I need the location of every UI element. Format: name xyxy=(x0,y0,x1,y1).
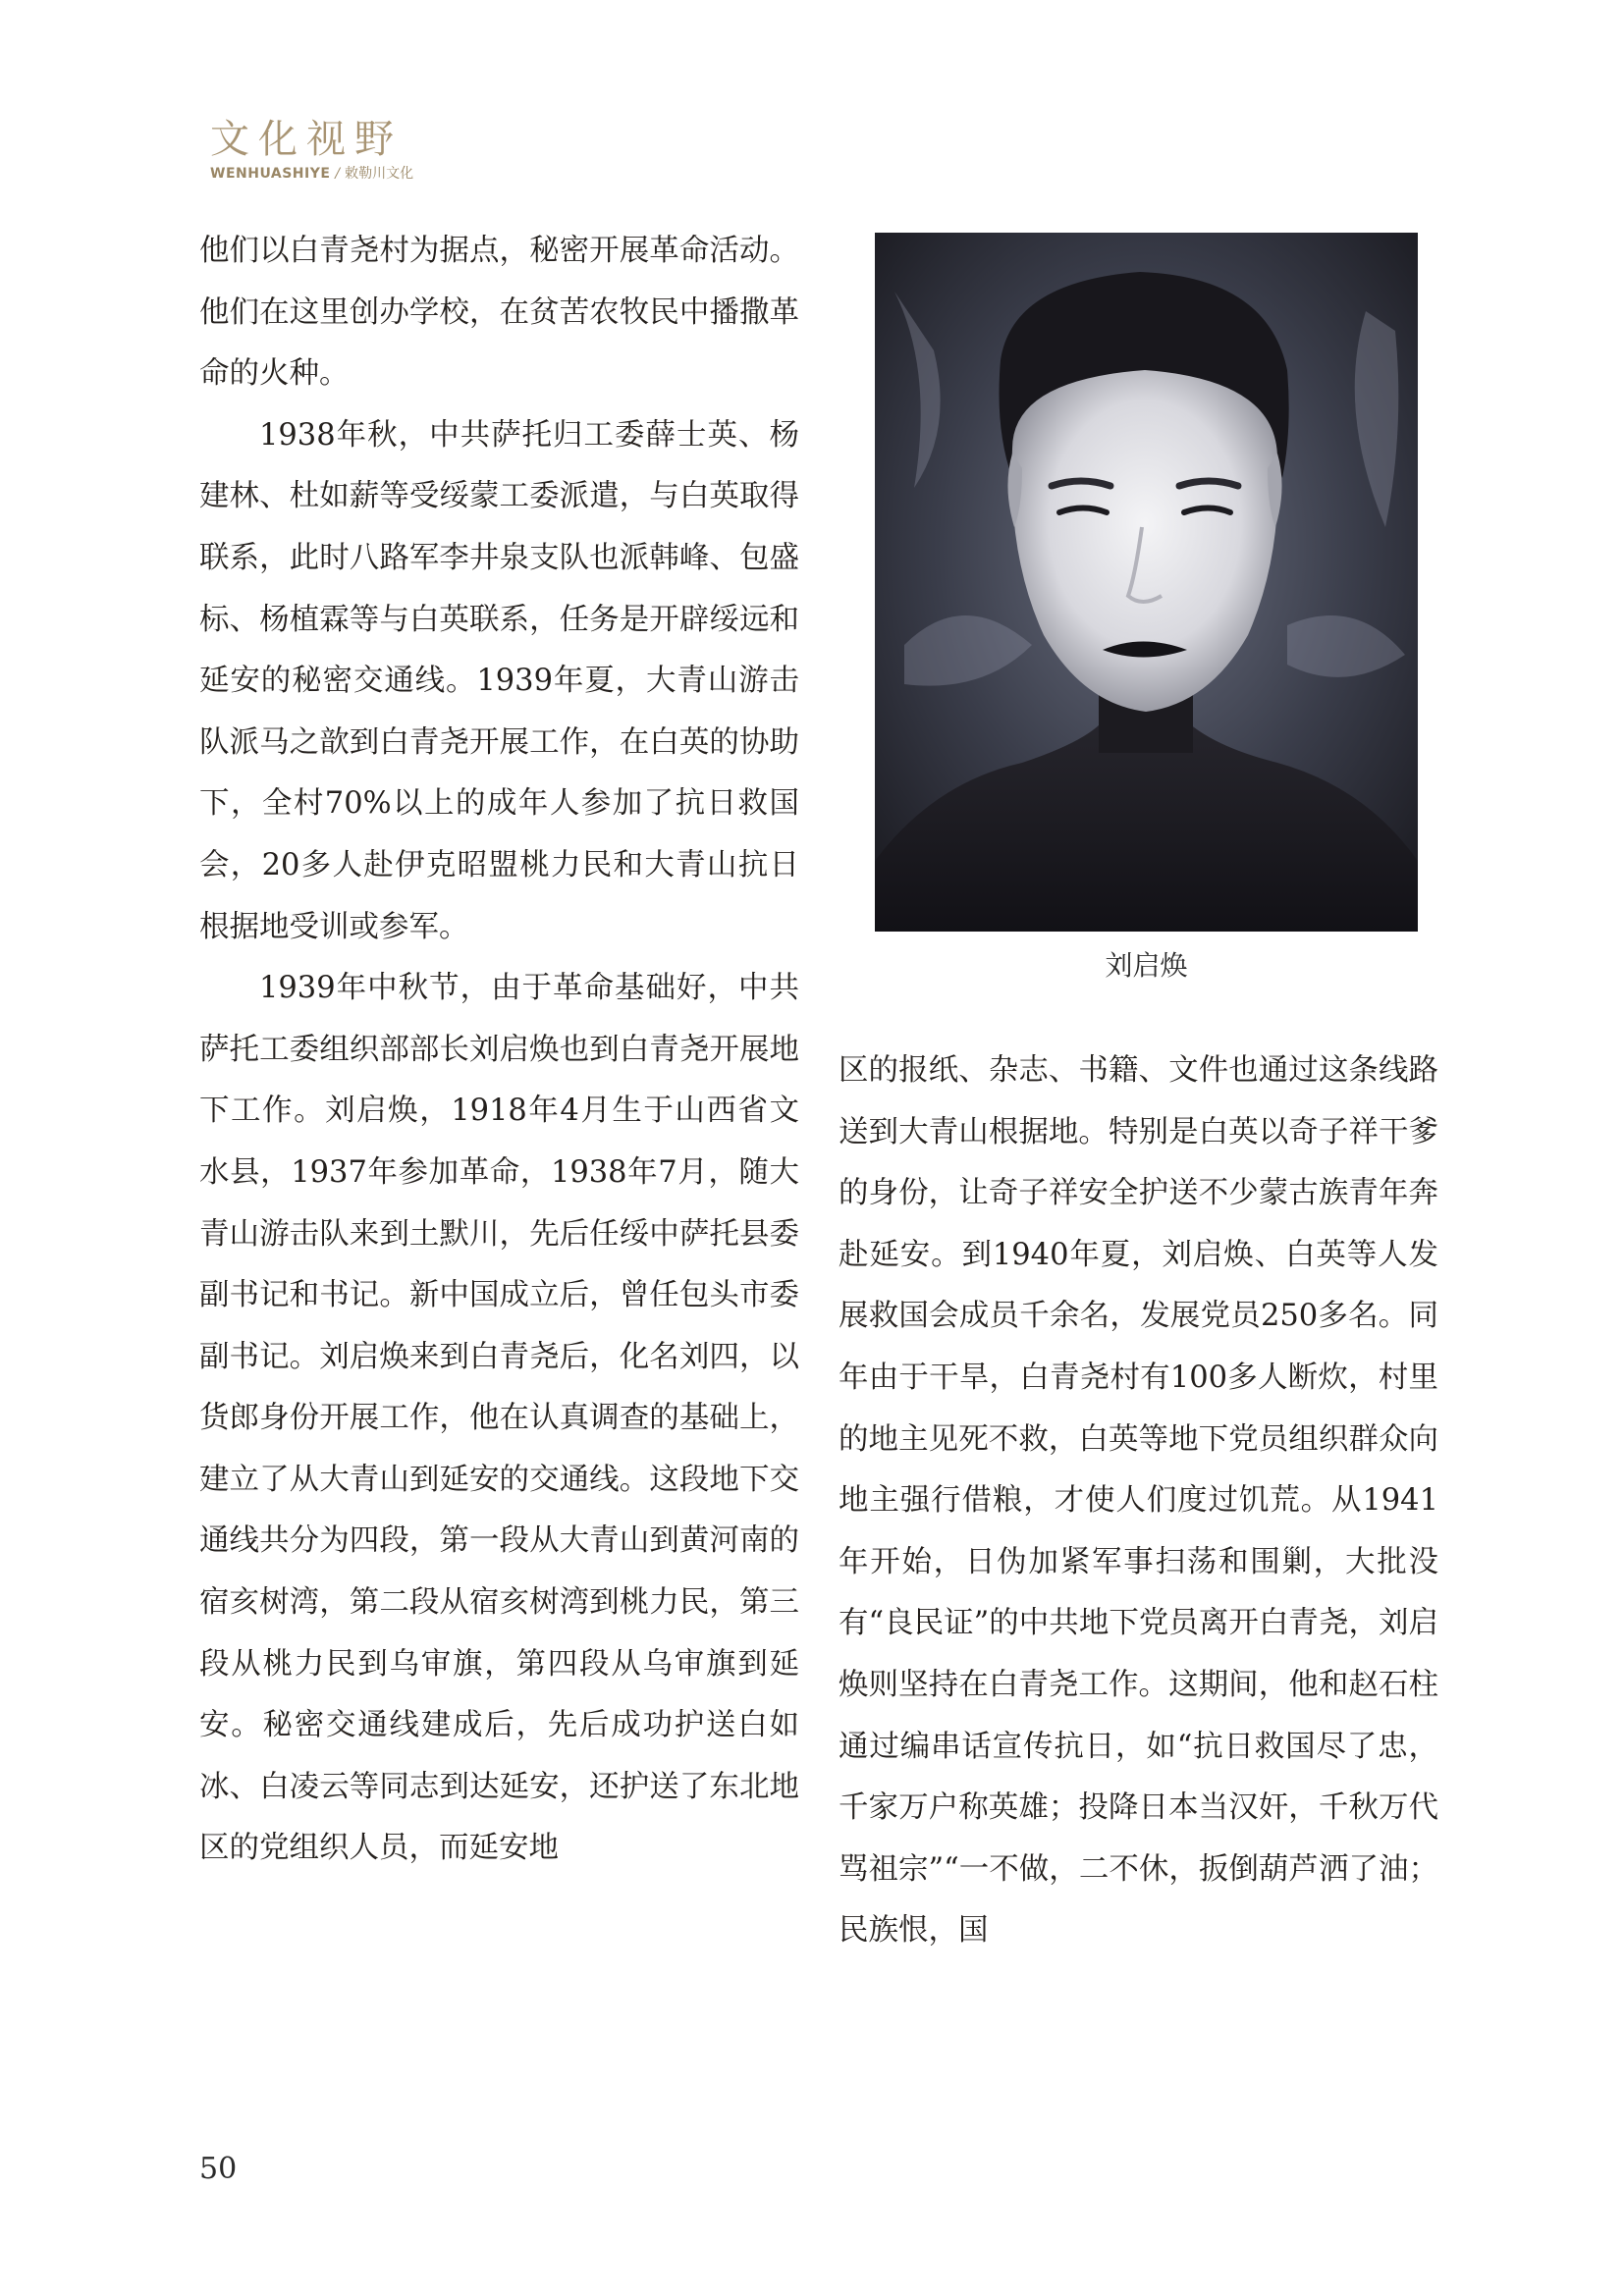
paragraph: 1938年秋，中共萨托归工委薛士英、杨建林、杜如薪等受绥蒙工委派遣，与白英取得联系，此时八路军李井泉支队也派韩峰、包盛标、杨植霖等与白英联系，任务是开辟绥远和延安的秘密交通线。1939年夏，大青山游击队派马之歆到白青尧开展工作，在白英的协助下，全村70%以上的成年人参加了抗日救国会，20多人赴伊克昭盟桃力民和大青山抗日根据地受训或参军。 xyxy=(199,417,799,944)
right-text-column xyxy=(839,1041,1438,1962)
section-subtitle-chinese: 敕勒川文化 xyxy=(345,166,414,182)
section-subtitle-pinyin: WENHUASHIYE xyxy=(210,166,331,182)
portrait-image xyxy=(875,233,1418,932)
paragraph: 1939年中秋节，由于革命基础好，中共萨托工委组织部部长刘启焕也到白青尧开展地下工作。刘启焕，1918年4月生于山西省文水县，1937年参加革命，1938年7月，随大青山游击队来到土默川，先后任绥中萨托县委副书记和书记。新中国成立后，曾任包头市委副书记。刘启焕来到白青尧后，化名刘四，以货郎身份开展工作，他在认真调查的基础上，建立了从大青山到延安的交通线。这段地下交通线共分为四段，第一段从大青山到黄河南的宿亥树湾，第二段从宿亥树湾到桃力民，第三段从桃力民到乌审旗，第四段从乌审旗到延安。秘密交通线建成后，先后成功护送白如冰、白凌云等同志到达延安，还护送了东北地区的党组织人员，而延安地 xyxy=(199,971,799,1866)
left-text-column xyxy=(199,221,799,1880)
page-number: 50 xyxy=(199,2152,238,2186)
portrait-photo xyxy=(875,233,1418,932)
photo-caption: 刘启焕 xyxy=(1105,949,1188,982)
section-header xyxy=(210,116,413,183)
paragraph: 他们以白青尧村为据点，秘密开展革命活动。他们在这里创办学校，在贫苦农牧民中播撒革命的火种。 xyxy=(199,234,799,392)
section-title: 文化视野 xyxy=(210,117,403,162)
section-subtitle xyxy=(210,165,413,183)
section-subtitle-slash: / xyxy=(335,166,341,182)
paragraph: 区的报纸、杂志、书籍、文件也通过这条线路送到大青山根据地。特别是白英以奇子祥干爹的身份，让奇子祥安全护送不少蒙古族青年奔赴延安。到1940年夏，刘启焕、白英等人发展救国会成员千余名，发展党员250多名。同年由于干旱，白青尧村有100多人断炊，村里的地主见死不救，白英等地下党员组织群众向地主强行借粮，才使人们度过饥荒。从1941年开始，日伪加紧军事扫荡和围剿，大批没有“良民证”的中共地下党员离开白青尧，刘启焕则坚持在白青尧工作。这期间，他和赵石柱通过编串话宣传抗日，如“抗日救国尽了忠，千家万户称英雄；投降日本当汉奸，千秋万代骂祖宗”“一不做，二不休，扳倒葫芦洒了油；民族恨，国 xyxy=(839,1053,1438,1949)
